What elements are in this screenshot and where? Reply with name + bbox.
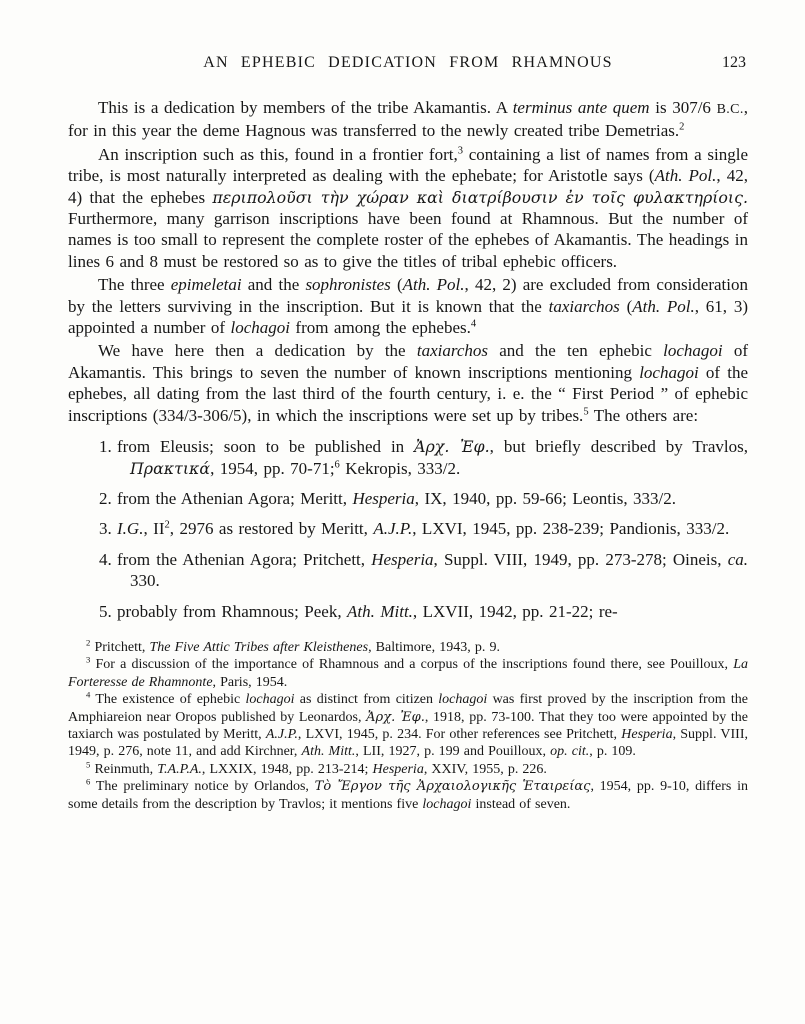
list-item-number: 4. xyxy=(99,549,112,569)
italic-text: lochagoi xyxy=(663,341,723,361)
italic-text: Ath. Mitt. xyxy=(347,601,413,621)
footnotes-section xyxy=(68,639,748,813)
list-item: 5. probably from Rhamnous; Peek, Ath. Mitt., LXVII, 1942, pp. 21-22; re- xyxy=(99,601,618,621)
small-caps-text: B.C. xyxy=(716,102,744,117)
list-item-number: 3. xyxy=(99,519,112,539)
italic-text: taxiarchos xyxy=(416,341,488,361)
paragraph: The three epimeletai and the sophronistes (Ath. Pol., 42, 2) are excluded from consideration by the letters surviving in the inscription. But it is known that the taxiarchos (Ath. Pol., 61, 3) appointed a number of lochagoi from among the ephebes.$^4$ xyxy=(68,275,748,338)
footnote-marker: 2 xyxy=(86,637,91,648)
italic-text: op. cit. xyxy=(550,744,590,760)
paragraph: This is a dedication by members of the tribe Akamantis. A terminus ante quem is 307/6 B.C., for in this year the deme Hagnous was transferred to the newly created tribe Demetrias.$^2$ xyxy=(68,98,748,141)
page-content xyxy=(68,54,748,813)
italic-text: T.A.P.A. xyxy=(157,761,202,777)
footnote: $^2$ Pritchett, The Five Attic Tribes after Kleisthenes, Baltimore, 1943, p. 9. xyxy=(86,637,500,655)
page-number: 123 xyxy=(722,54,746,71)
superscript: 2 xyxy=(679,121,685,133)
italic-text: lochagoi xyxy=(422,796,472,812)
italic-text: ca. xyxy=(727,549,748,569)
footnote-marker: 5 xyxy=(86,759,91,770)
footnote-marker: 4 xyxy=(86,689,91,700)
italic-text: A.J.P. xyxy=(265,726,298,742)
italic-text: Hesperia xyxy=(372,761,424,777)
italic-text: The Five Attic Tribes after Kleisthenes xyxy=(149,639,369,655)
italic-text: Ath. Pol. xyxy=(654,166,717,186)
footnote: $^3$ For a discussion of the importance of Rhamnous and a corpus of the inscriptions found there, see Pouilloux, La Forteresse de Rhamnonte, Paris, 1954. xyxy=(68,654,748,690)
italic-text: terminus ante quem xyxy=(512,98,650,117)
italic-text: lochagoi xyxy=(245,692,295,708)
italic-text: sophronistes xyxy=(305,275,391,295)
superscript: 6 xyxy=(334,458,340,470)
paragraph: An inscription such as this, found in a frontier fort,$^3$ containing a list of names from a single tribe, is most naturally interpreted as dealing with the ephebate; for Aristotle says (Ath. Pol., 42, 4) that the ephebes περιπολοῦσι τὴν χώραν καὶ διατρίβουσιν ἐν τοῖς φυλακτηρίοις. Furthermore, many garrison inscriptions have been found at Rhamnous. But the number of names is too small to represent the complete roster of the ephebes of Akamantis. The headings in lines 6 and 8 must be restored so as to give the titles of tribal ephebic officers. xyxy=(68,144,749,271)
footnote: $^5$ Reinmuth, T.A.P.A., LXXIX, 1948, pp. 213-214; Hesperia, XXIV, 1955, p. 226. xyxy=(86,759,547,777)
superscript: 3 xyxy=(457,145,463,157)
italic-text: A.J.P. xyxy=(373,519,413,539)
list-item-number: 1. xyxy=(99,437,112,457)
inscription-list xyxy=(68,436,748,622)
italic-text: Hesperia xyxy=(621,726,673,742)
italic-text: epimeletai xyxy=(170,275,242,295)
footnote: $^4$ The existence of ephebic lochagoi as distinct from citizen lochagoi was first proved by the inscription from the Amphiareion near Oropos published by Leonardos, Ἀρχ. Ἐφ., 1918, pp. 73-100. That they too were appointed by the taxiarch was postulated by Meritt, A.J.P., LXVI, 1945, p. 234. For other references see Pritchett, Hesperia, Suppl. VIII, 1949, p. 276, note 11, and add Kirchner, Ath. Mitt., LII, 1927, p. 199 and Pouilloux, op. cit., p. 109. xyxy=(68,689,749,760)
italic-text: Ath. Pol. xyxy=(632,296,695,316)
greek-text: Ἀρχ. Ἐφ. xyxy=(366,709,425,725)
body-paragraphs xyxy=(68,97,748,426)
footnote-marker: 3 xyxy=(86,654,91,665)
italic-text: taxiarchos xyxy=(548,296,620,316)
list-item-number: 5. xyxy=(99,601,112,621)
footnote: $^6$ The preliminary notice by Orlandos, Τὸ Ἔργον τῆς Ἀρχαιολογικῆς Ἑταιρείας, 1954, pp. 9-10, differs in some details from the description by Travlos; it mentions five lochagoi instead of seven. xyxy=(68,776,748,812)
superscript: 5 xyxy=(583,406,589,418)
greek-text: Ἀρχ. Ἐφ. xyxy=(414,437,490,457)
italic-text: Hesperia xyxy=(352,488,415,508)
list-item-number: 2. xyxy=(99,488,112,508)
italic-text: lochagoi xyxy=(230,318,290,338)
italic-text: lochagoi xyxy=(639,362,699,382)
list-item: 3. I.G., $II^2$, 2976 as restored by Meritt, A.J.P., LXVI, 1945, pp. 238-239; Pandionis, 333/2. xyxy=(99,519,730,539)
list-item: 4. from the Athenian Agora; Pritchett, Hesperia, Suppl. VIII, 1949, pp. 273-278; Oineis, ca. 330. xyxy=(99,549,748,591)
greek-text: περιπολοῦσι τὴν χώραν καὶ διατρίβουσιν ἐν τοῖς φυλακτηρίοις. xyxy=(212,187,748,207)
greek-text: Πρακτικά xyxy=(130,458,211,478)
list-item: 2. from the Athenian Agora; Meritt, Hesperia, IX, 1940, pp. 59-66; Leontis, 333/2. xyxy=(99,488,677,508)
italic-text: Hesperia xyxy=(371,549,434,569)
list-item: 1. from Eleusis; soon to be published in Ἀρχ. Ἐφ., but briefly described by Travlos, Πρακτικά, 1954, pp. 70-71;$^6$ Kekropis, 333/2. xyxy=(99,437,748,478)
italic-text: Ath. Pol. xyxy=(402,275,465,295)
superscript: 2 xyxy=(164,519,170,531)
greek-text: Τὸ Ἔργον τῆς Ἀρχαιολογικῆς Ἑταιρείας xyxy=(314,779,591,795)
footnote-marker: 6 xyxy=(86,776,91,787)
running-head xyxy=(68,54,748,72)
italic-text: I.G. xyxy=(117,519,144,539)
paragraph: We have here then a dedication by the taxiarchos and the ten ephebic lochagoi of Akamantis. This brings to seven the number of known inscriptions mentioning lochagoi of the ephebes, all dating from the last third of the fourth century, i. e. the “ First Period ” of ephebic inscriptions (334/3-306/5), in which the inscriptions were set up by tribes.$^5$ The others are: xyxy=(68,341,748,425)
article-title: AN EPHEBIC DEDICATION FROM RHAMNOUS xyxy=(203,54,613,71)
italic-text: lochagoi xyxy=(438,692,488,708)
italic-text: La Forteresse de Rhamnonte xyxy=(68,657,748,690)
superscript: 4 xyxy=(470,318,477,330)
italic-text: Ath. Mitt. xyxy=(301,744,356,760)
